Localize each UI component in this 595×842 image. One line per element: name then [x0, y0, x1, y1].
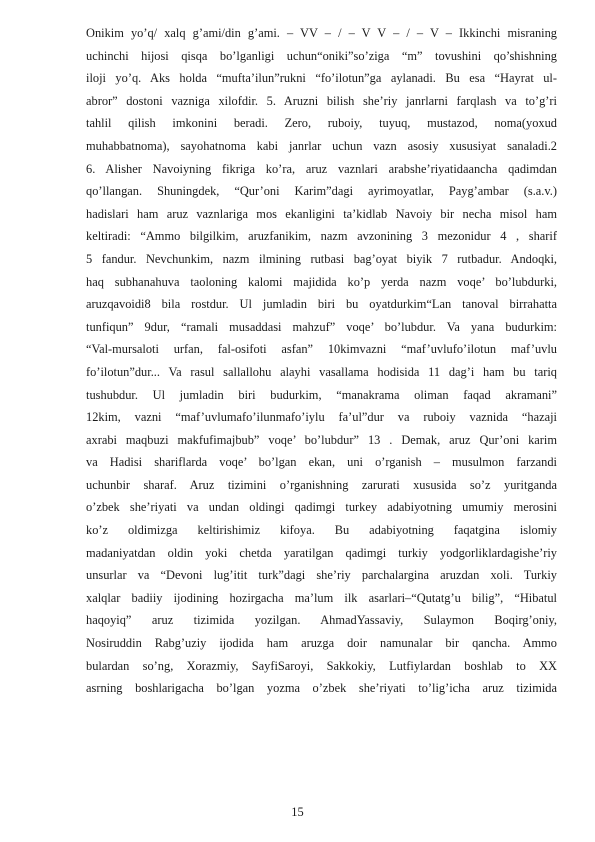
text-line: keltiradi: “Ammo bilgilkim, aruzfanikim, nazm avzonining 3 mezonidur 4 , sharif [86, 229, 557, 244]
text-line: tahlil qilish imkonini beradi. Zero, ruboiy, tuyuq, mustazod, noma(yoxud [86, 116, 557, 131]
text-line: madaniyatdan oldin yoki chetda yaratilgan qadimgi turkiy yodgorliklardagishe’riy [86, 545, 557, 560]
text-line: aruzqavoidi8 bila rostdur. Ul jumladin biri bu oyatdurkim“Lan tanoval birrahatta [86, 297, 557, 312]
text-line: unsurlar va “Devoni lug’itit turk”dagi she’riy parchalargina aruzdan xoli. Turkiy [86, 568, 557, 583]
text-line: abror” dostoni vazniga xilofdir. 5. Aruzni bilish she’riy janrlarni farqlash va to’g’ri [86, 93, 557, 108]
text-line: iloji yo’q. Aks holda “mufta’ilun”rukni “fo’ilotun”ga aylanadi. Bu esa “Hayrat ul- [86, 71, 557, 86]
text-line: bulardan so’ng, Xorazmiy, SayfiSaroyi, Sakkokiy, Lutfiylardan boshlab to XX [86, 658, 557, 673]
text-line: uchinchi hijosi qisqa bo’lganligi uchun“oniki”so’ziga “m” tovushini qo’shishning [86, 48, 557, 63]
text-line: haqoyiq” aruz tizimida yozilgan. AhmadYassaviy, Sulaymon Boqirg’oniy, [86, 613, 557, 628]
text-line: 12kim, vazni “maf’uvlumafo’ilunmafo’iylu fa’ul”dur va ruboiy vaznida “hazaji [86, 410, 557, 425]
text-line: 6. Alisher Navoiyning fikriga ko’ra, aruz vaznlari arabshe’riyatidaancha qadimdan [86, 161, 557, 176]
text-line: ko’z oldimizga keltirishimiz kifoya. Bu adabiyotning faqatgina islomiy [86, 523, 557, 538]
text-line: va Hadisi shariflarda voqe’ bo’lgan ekan, uni o’rganish – musulmon farzandi [86, 455, 557, 470]
page-number: 15 [291, 805, 304, 819]
text-line: qo’llangan. Shuningdek, “Qur’oni Karim”dagi ayrimoyatlar, Payg’ambar (s.a.v.) [86, 184, 557, 199]
body-text [86, 22, 557, 700]
text-line: muhabbatnoma), sayohatnoma kabi janrlar uchun vazn asosiy xususiyat sanaladi.2 [86, 138, 557, 153]
text-line: hadislari ham aruz vaznlariga mos ekanligini ta’kidlab Navoiy bir necha misol ham [86, 206, 557, 221]
text-line: asrning boshlarigacha bo’lgan yozma o’zbek she’riyati to’lig’icha aruz tizimida [86, 681, 557, 696]
text-line: haq subhanahuva taoloning kalomi majidida ko’p yerda nazm voqe’ bo’lubdurki, [86, 274, 557, 289]
text-line: Onikim yo’q/ xalq g’ami/din g’ami. – VV – / – V V – / – V – Ikkinchi misraning [86, 26, 557, 40]
text-line: Nosiruddin Rabg’uziy ijodida ham aruzga doir namunalar bir qancha. Ammo [86, 636, 557, 651]
text-line: xalqlar badiiy ijodining hozirgacha ma’lum ilk asarlari–“Qutatg’u bilig”, “Hibatul [86, 590, 557, 605]
text-line: uchunbir sharaf. Aruz tizimini o’rganishning zarurati xususida so’z yuritganda [86, 477, 557, 492]
text-line: fo’ilotun”dur... Va rasul sallallohu alayhi vasallama hodisida 11 dag’i ham bu tariq [86, 364, 557, 379]
text-line: o’zbek she’riyati va undan oldingi qadimgi turkey adabiyotning umumiy merosini [86, 500, 557, 515]
text-line: tunfiqun” 9dur, “ramali musaddasi mahzuf” voqe’ bo’lubdur. Va yana budurkim: [86, 319, 557, 334]
text-line: “Val-mursaloti urfan, fal-osifoti asfan” 10kimvazni “maf’uvlufo’ilotun maf’uvlu [86, 342, 557, 357]
text-line: axrabi maqbuzi makfufimajbub” voqe’ bo’lubdur” 13 . Demak, aruz Qur’oni karim [86, 432, 557, 447]
text-line: tushubdur. Ul jumladin biri budurkim, “manakrama oliman faqad akramani” [86, 387, 557, 402]
text-line: 5 fandur. Nevchunkim, nazm ilmining rutbasi bag’oyat biyik 7 rutbadur. Andoqki, [86, 251, 557, 266]
